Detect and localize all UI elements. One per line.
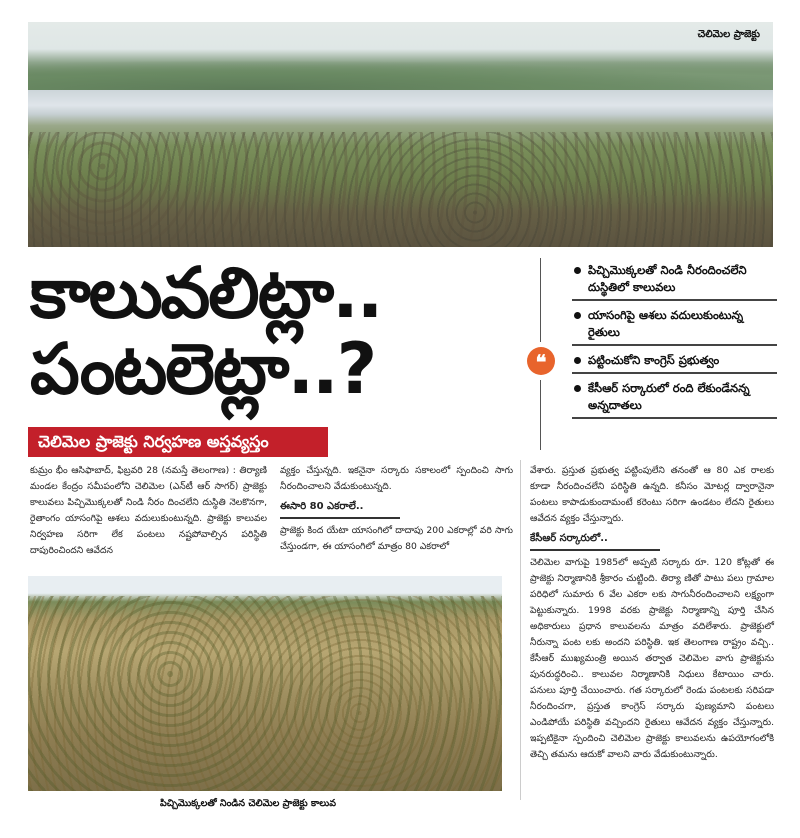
- divider-line-top: [540, 258, 541, 342]
- article-column-3: [530, 463, 774, 763]
- article-paragraph: చెలిమెల వాగుపై 1985లో అప్పటి సర్కారు రూ. 120 కోట్లతో ఈ ప్రాజెక్టు నిర్మాణానికి శ్రీకారం చుట్టింది. తిర్యా ణితో పాటు పలు గ్రామాల పరిధిలో సుమారు 6 వేల ఎకరా లకు సాగునీరందించాలని లక్ష్యంగా పెట్టుకున్నారు. 1998 వరకు ప్రాజెక్టు నిర్మాణాన్ని పూర్తి చేసిన అధికారులు ప్రధాన కాలువలను మాత్రం వదిలేశారు. ప్రాజెక్టులో నీరున్నా పంట లకు అందని పరిస్థితి. ఇక తెలంగాణ రాష్ట్రం వచ్చి.. కేసీఆర్‌ ముఖ్యమంత్రి అయిన తర్వాత చెలిమెల వాగు ప్రాజెక్టును పునరుద్ధరించి.. కాలువల నిర్మాణానికి నిధులు కేటాయిం చారు. పనులు పూర్తి చేయించారు. గత సర్కారులో రెండు పంటలకు సరిపడా నీరందించగా, ప్రస్తుత కాంగ్రెస్‌ సర్కారు పుణ్యమాని పంటలు ఎండిపోయే పరిస్థితి వచ్చిందని రైతులు ఆవేదన వ్యక్తం చేస్తున్నారు. ఇప్పటికైనా స్పందించి చెలిమెల ప్రాజెక్టు కాలువలను ఉపయోగంలోకి తెచ్చి తమను ఆదుకో వాలని వారు వేడుకుంటున్నారు.: [530, 557, 774, 760]
- bullet-dot-icon: [574, 267, 581, 274]
- canal-photo: [28, 576, 502, 791]
- bullet-dot-icon: [574, 357, 581, 364]
- article-paragraph: కుమ్రం భీం ఆసిఫాబాద్‌, ఫిబ్రవరి 28 (నమస్తే తెలంగాణ) : తిర్యాణి మండల కేంద్రం సమీపంలోని చెలిమెల (ఎన్‌టీ ఆర్‌ సాగర్‌) ప్రాజెక్టు కాలువలు పిచ్చిమొక్కలతో నిండి నీరం దించలేని దుస్థితి నెలకొనగా, రైతాంగం యాసంగిపై ఆశలు వదులుకుంటున్నది. ప్రాజెక్టు కాలువల నిర్వహణ సరిగా లేక పంటలు నష్టపోవాల్సిన పరిస్థితి దాపురించిందని ఆవేదన: [30, 465, 267, 556]
- article-paragraph: వేశారు. ప్రస్తుత ప్రభుత్వ పట్టింపులేని తనంతో ఆ 80 ఎక రాలకు కూడా నీరందించలేని పరిస్థితి ఉన్నది. కనీసం మోటర్ల ద్వారానైనా పంటలు కాపాడుకుందామంటే కరెంటు సరిగా ఉండటం లేదని రైతులు ఆవేదన వ్యక్తం చేస్తున్నారు.: [530, 465, 774, 524]
- highlight-item: పిచ్చిమొక్కలతో నిండి నీరందించలేని దుస్థితిలో కాలువలు: [572, 262, 777, 301]
- divider-line-bottom: [540, 380, 541, 450]
- section-subheading: ఈసారి 80 ఎకరాలే..: [280, 501, 364, 512]
- highlight-item: పట్టించుకోని కాంగ్రెస్‌ ప్రభుత్వం: [572, 352, 777, 374]
- section-subheading: కేసీఆర్‌ సర్కారులో..: [530, 533, 608, 544]
- subheadline-banner: చెలిమెల ప్రాజెక్టు నిర్వహణ అస్తవ్యస్తం: [28, 427, 328, 457]
- reservoir-photo: [28, 22, 773, 247]
- bottom-photo-caption: పిచ్చిమొక్కలతో నిండిన చెలిమెల ప్రాజెక్టు కాలువ: [160, 798, 336, 809]
- highlight-item: యాసంగిపై ఆశలు వదులుకుంటున్న రైతులు: [572, 307, 777, 346]
- subheading-rule: [530, 549, 660, 551]
- rocky-ground-texture: [28, 132, 773, 247]
- overgrown-brush-texture: [28, 596, 502, 791]
- article-column-1: [30, 463, 267, 559]
- headline-line-2: పంటలెట్లా..?: [30, 328, 376, 410]
- column-divider: [520, 460, 521, 800]
- headline-line-1: కాలువలిట్లా..: [30, 252, 382, 334]
- article-column-2: [280, 463, 513, 555]
- article-paragraph: వ్యక్తం చేస్తున్నది. ఇకనైనా సర్కారు సకాలంలో స్పందించి సాగు నీరందించాలని వేడుకుంటున్నది.: [280, 465, 513, 492]
- highlight-item: కేసీఆర్‌ సర్కారులో రంది లేకుండేనన్న అన్నదాతలు: [572, 380, 777, 419]
- quote-icon: ❝: [527, 347, 555, 375]
- subheading-rule: [280, 517, 400, 519]
- highlights-list: [572, 262, 777, 425]
- hills-shape: [28, 60, 773, 90]
- top-photo-caption: చెలిమెల ప్రాజెక్టు: [697, 29, 760, 40]
- article-paragraph: ప్రాజెక్టు కింద యేటా యాసంగిలో దాదాపు 200 ఎకరాల్లో వరి సాగు చేస్తుండగా, ఈ యాసంగిలో మాత్రం 80 ఎకరాలో: [280, 525, 513, 552]
- bullet-dot-icon: [574, 312, 581, 319]
- bullet-dot-icon: [574, 385, 581, 392]
